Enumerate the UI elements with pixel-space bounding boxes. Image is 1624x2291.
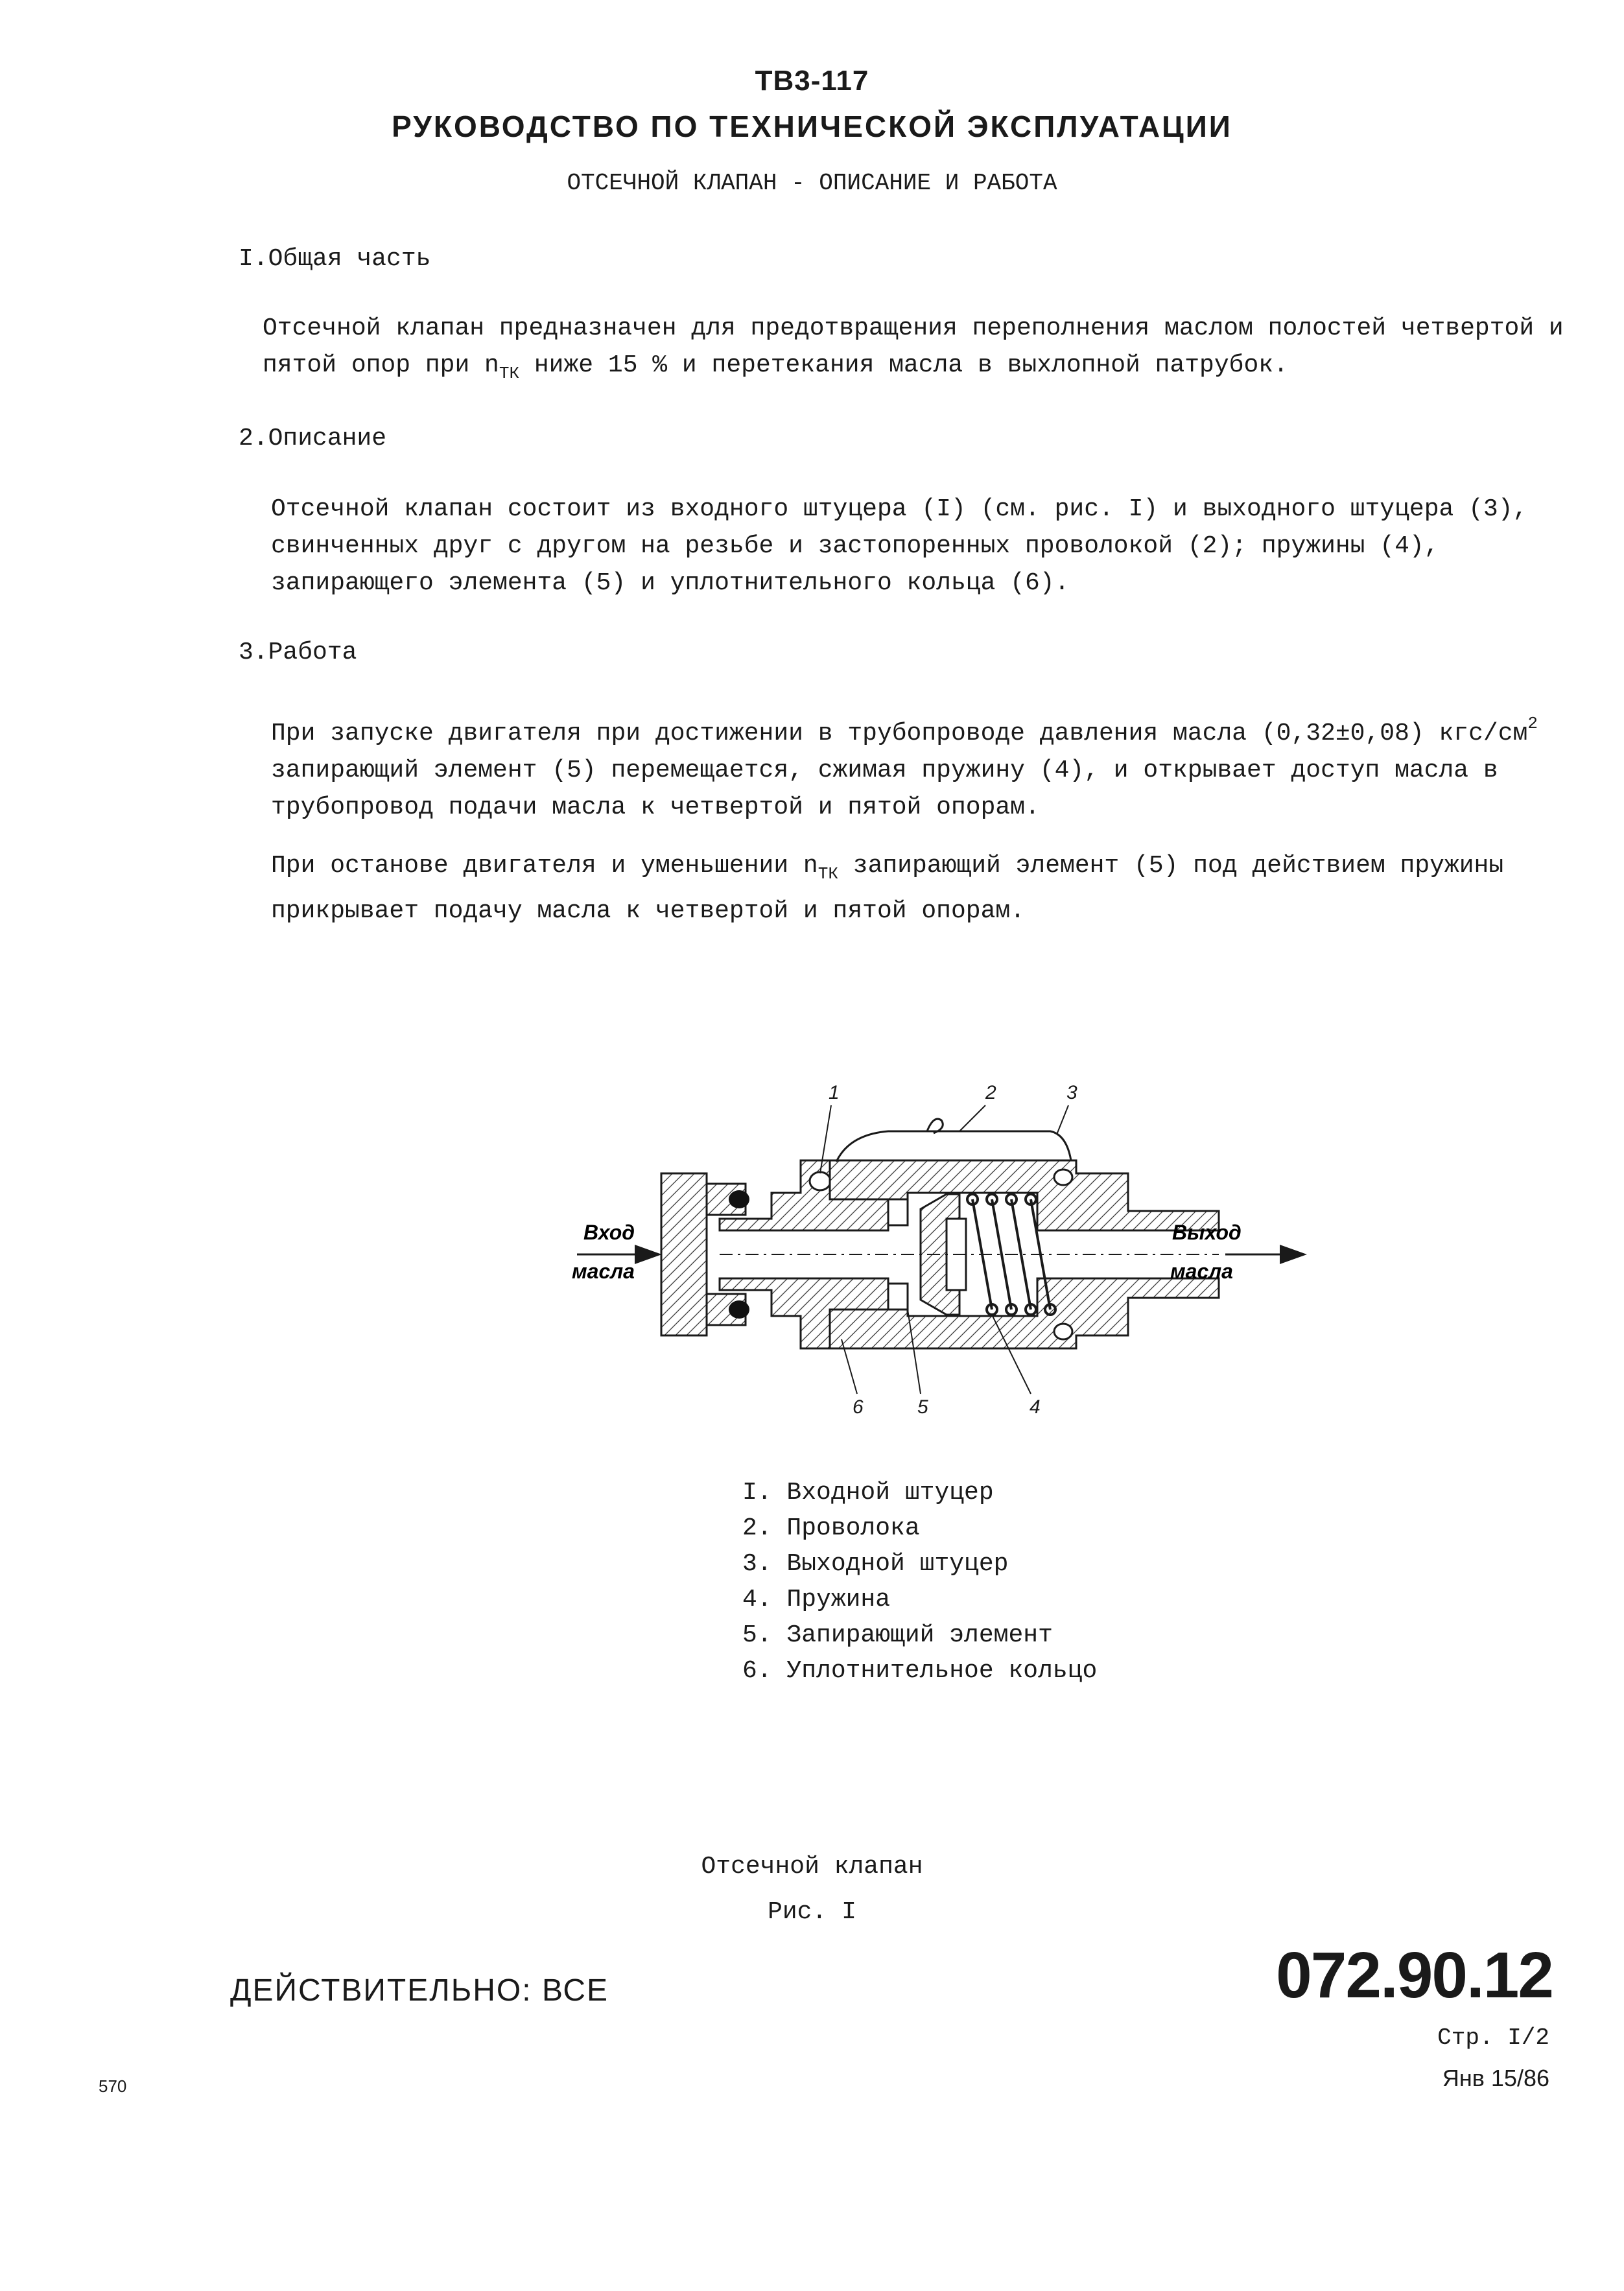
legend-item: I. Входной штуцер: [742, 1479, 994, 1507]
section-heading-operation: 3.Работа: [239, 639, 357, 666]
document-number: 072.90.12: [1276, 1939, 1553, 2012]
inlet-nut: [661, 1173, 707, 1335]
legend-item: 2. Проволока: [742, 1514, 920, 1542]
legend-item: 4. Пружина: [742, 1586, 891, 1614]
page-number: Стр. I/2: [1437, 2025, 1549, 2051]
figure-legend: [742, 1475, 1097, 1689]
revision-date: Янв 15/86: [1442, 2065, 1549, 2091]
inlet-label-line2: масла: [572, 1260, 635, 1283]
paragraph-operation-stop: При останове двигателя и уменьшении $n_{ТК}$ запирающий элемент (5) под действием пружины прикрывает подачу масла к четвертой и пятой опорам.: [271, 852, 1504, 925]
callout-6: 6: [853, 1396, 864, 1418]
section-heading-general: I.Общая часть: [239, 245, 431, 273]
callout-1: 1: [829, 1082, 840, 1103]
callout-5: 5: [917, 1396, 928, 1418]
document-subtitle: РУКОВОДСТВО ПО ТЕХНИЧЕСКОЙ ЭКСПЛУАТАЦИИ: [392, 110, 1232, 143]
margin-number: 570: [99, 2076, 127, 2096]
legend-item: 5. Запирающий элемент: [742, 1621, 1053, 1649]
callout-2: 2: [985, 1082, 996, 1103]
callout-4: 4: [1030, 1396, 1041, 1418]
figure-caption: Отсечной клапан: [701, 1853, 923, 1881]
callout-3: 3: [1066, 1082, 1077, 1103]
figure-label: Рис. I: [768, 1898, 856, 1926]
paragraph-operation-start: При запуске двигателя при достижении в трубопроводе давления масла (0,32±0,08) кгс/$см^2$ запирающий элемент (5) перемещается, сжимая пружину (4), и открывает доступ масла в трубопровод подачи масла к четвертой и пятой опорам.: [271, 714, 1538, 821]
validity-stamp: ДЕЙСТВИТЕЛЬНО: ВСЕ: [230, 1973, 609, 2008]
legend-item: 3. Выходной штуцер: [742, 1550, 1009, 1578]
locking-wire: [836, 1131, 1071, 1162]
paragraph-description: Отсечной клапан состоит из входного штуцера (I) (см. рис. I) и выходного штуцера (3), свинченных друг с другом на резьбе и застопоренных проволокой (2); пружины (4), запирающего элемента (5) и уплотнительного кольца (6).: [271, 495, 1528, 597]
valve-diagram: [545, 1070, 1310, 1433]
legend-item: 6. Уплотнительное кольцо: [742, 1657, 1098, 1685]
outlet-label-line1: Выход: [1172, 1221, 1242, 1244]
inlet-label-line1: Вход: [583, 1221, 635, 1244]
section-heading-description: 2.Описание: [239, 425, 387, 452]
document-title: ТВ3-117: [755, 65, 869, 97]
section-title: ОТСЕЧНОЙ КЛАПАН - ОПИСАНИЕ И РАБОТА: [567, 170, 1057, 196]
paragraph-general: Отсечной клапан предназначен для предотвращения переполнения маслом полостей четвертой и пятой опор при $n_{ТК}$ ниже 15 % и перетекания масла в выхлопной патрубок.: [263, 314, 1564, 383]
outlet-label-line2: масла: [1170, 1260, 1233, 1283]
